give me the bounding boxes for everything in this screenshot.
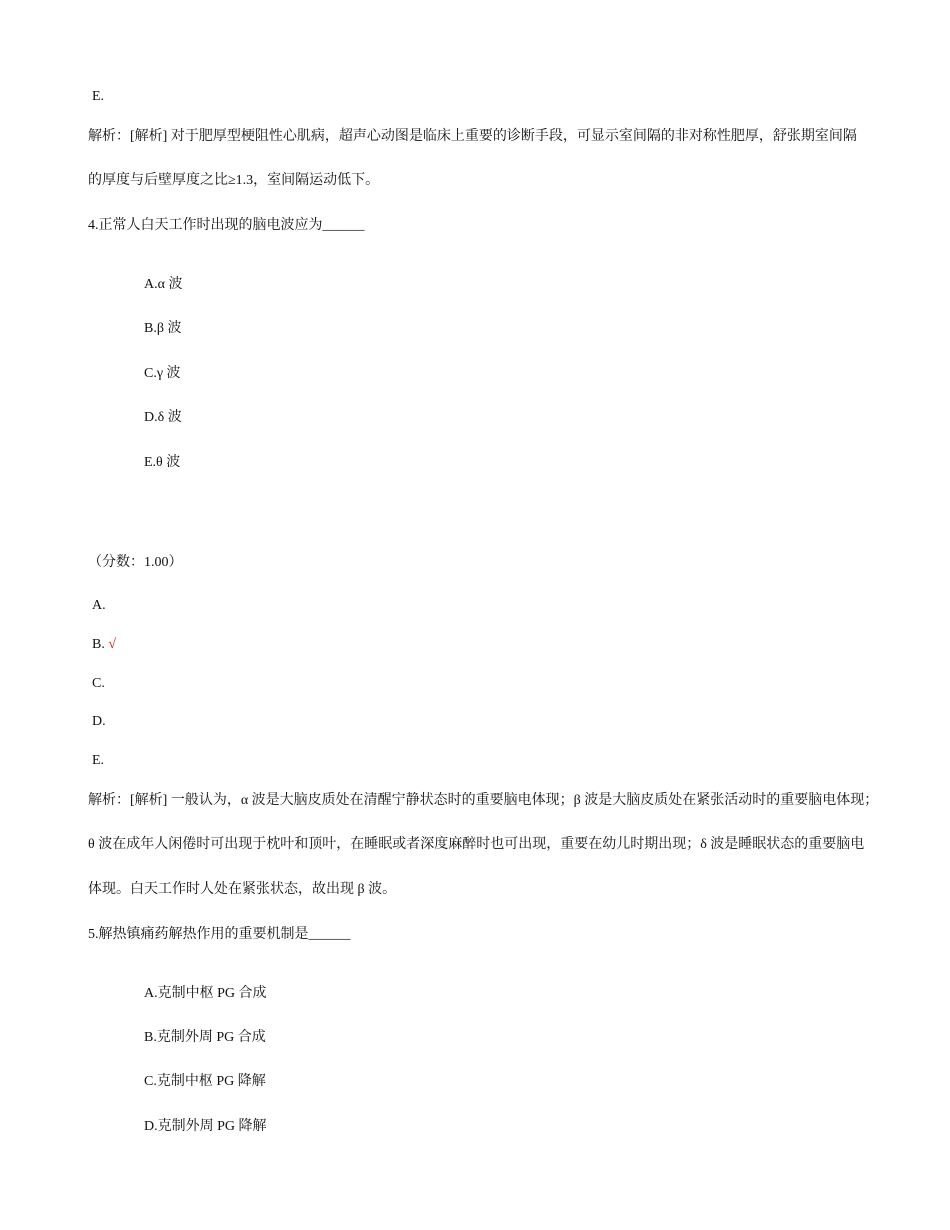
q4-option-c: C.γ 波 [144,366,181,381]
q4-answer-b-row [92,636,116,654]
q5-stem: 5.解热镇痛药解热作用的重要机制是______ [88,927,351,942]
q4-option-a: A.α 波 [144,277,183,292]
q4-answer-c: C. [92,676,105,691]
q4-stem: 4.正常人白天工作时出现的脑电波应为______ [88,218,365,233]
q5-option-d: D.克制外周 PG 降解 [144,1119,267,1134]
q4-analysis-line1: 解析：[解析] 一般认为，α 波是大脑皮质处在清醒宁静状态时的重要脑电体现；β 波是大脑皮质处在紧张活动时的重要脑电体现； [88,793,879,808]
q4-answer-a: A. [92,598,106,613]
q5-option-a: A.克制中枢 PG 合成 [144,986,267,1001]
q4-score: （分数：1.00） [88,555,183,570]
correct-check-icon: √ [108,637,117,652]
q4-option-e: E.θ 波 [144,455,181,470]
q5-option-c: C.克制中枢 PG 降解 [144,1074,266,1089]
q3-analysis-line2: 的厚度与后壁厚度之比≥1.3，室间隔运动低下。 [88,173,380,188]
q4-analysis-line2: θ 波在成年人闲倦时可出现于枕叶和顶叶，在睡眠或者深度麻醉时也可出现，重要在幼儿时期出现；δ 波是睡眠状态的重要脑电 [88,837,865,852]
q4-option-d: D.δ 波 [144,410,182,425]
q4-answer-e: E. [92,753,105,768]
q5-option-b: B.克制外周 PG 合成 [144,1030,266,1045]
q4-answer-d: D. [92,714,106,729]
q3-analysis-line1: 解析：[解析] 对于肥厚型梗阻性心肌病，超声心动图是临床上重要的诊断手段，可显示室间隔的非对称性肥厚，舒张期室间隔 [88,129,857,144]
q3-answer-e: E. [92,89,105,104]
q4-answer-b: B. [92,637,105,652]
q4-option-b: B.β 波 [144,321,182,336]
q4-analysis-line3: 体现。白天工作时人处在紧张状态，故出现 β 波。 [88,882,397,897]
